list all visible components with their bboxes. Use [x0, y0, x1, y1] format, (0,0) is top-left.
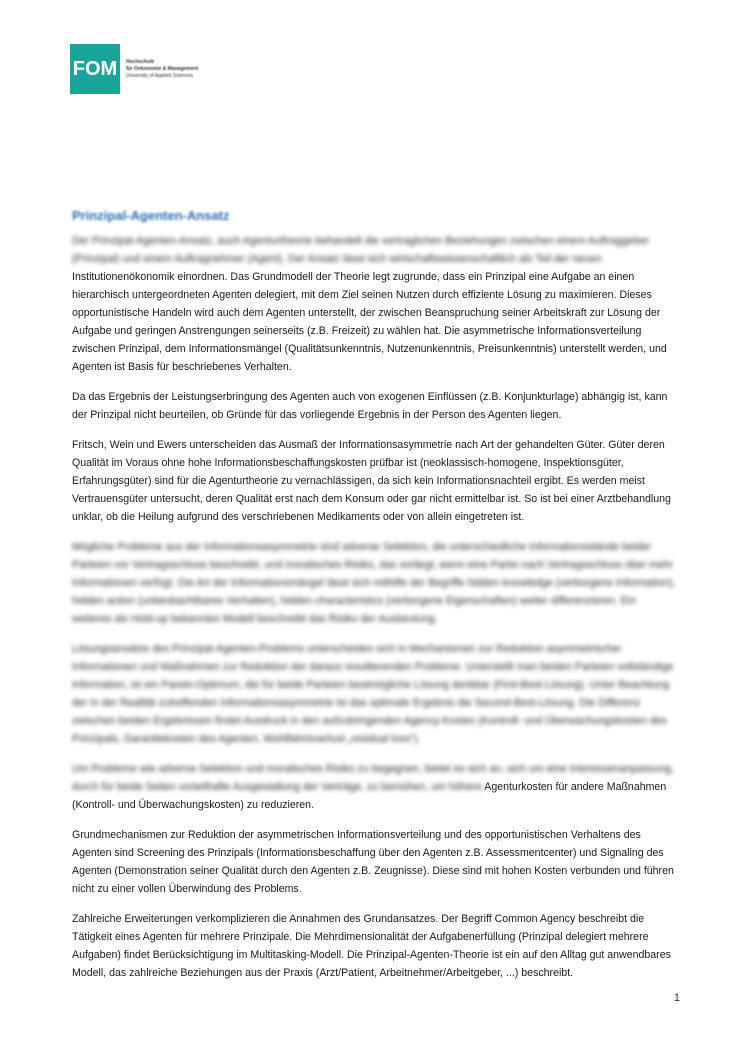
page-number: 1 [673, 992, 680, 1004]
paragraph-text: Agenturkosten für andere Maßnahmen (Kontroll- und Überwachungskosten) zu reduzieren. [72, 781, 667, 811]
paragraph [72, 436, 678, 526]
paragraph-text: Um Probleme wie adverse Selektion und moralisches Risiko zu begegnen, bietet es sich an, sich um eine Interessenanpassung, durch für beide Seiten vorteilhafte Ausgestaltung der Verträge, zu bemühen, um höhere [72, 763, 674, 793]
paragraph-text: Institutionenökonomik einordnen. Das Grundmodell der Theorie legt zugrunde, dass ein Prinzipal eine Aufgabe an einen hierarchisch untergeordneten Agenten delegiert, mit dem Ziel seinen Nutzen durch effiziente Lösung zu maximieren. Dieses opportunistische Handeln wird auch dem Agenten unterstellt, der zwischen Beanspruchung seiner Arbeitskraft zur Lösung der Aufgabe und geringen Anstrengungen seinerseits (z.B. Freizeit) zu wählen hat. Die asymmetrische Informationsverteilung zwischen Prinzipal, dem Informationsmängel (Qualitätsunkenntnis, Nutzenunkenntnis, Preisunkenntnis) unterstellt werden, und Agenten ist Basis für beschriebenes Verhalten. [72, 271, 667, 373]
logo-line-1: Hochschule [126, 58, 155, 65]
paragraph [72, 232, 678, 376]
paragraph-text: Grundmechanismen zur Reduktion der asymmetrischen Informationsverteilung und des opportunistischen Verhaltens des Agenten sind Screening des Prinzipals (Informationsbeschaffung über den Agenten z.B. Assessmentcenter) und Signaling des Agenten (Demonstration seiner Qualität durch den Agenten z.B. Zeugnisse). Diese sind mit hohen Kosten verbunden und führen nicht zu einer vollen Überwindung des Problems. [72, 829, 674, 895]
paragraph [72, 640, 678, 748]
document-body [72, 232, 678, 994]
paragraph-text: Da das Ergebnis der Leistungserbringung des Agenten auch von exogenen Einflüssen (z.B. Konjunkturlage) abhängig ist, kann der Prinzipal nicht beurteilen, ob Gründe für das vorliegende Ergebnis in der Person des Agenten liegen. [72, 391, 668, 421]
logo-line-2: für Oekonomie & Management [126, 65, 199, 72]
paragraph [72, 388, 678, 424]
paragraph-text: Der Prinzipal-Agenten-Ansatz, auch Agenturtheorie behandelt die vertraglichen Beziehungen zwischen einem Auftraggeber (Prinzipal) und einem Auftragnehmer (Agent). Der Ansatz lässt sich wirtschaftswissenschaftlich als Teil der neuen [72, 235, 650, 265]
paragraph-text: Fritsch, Wein und Ewers unterscheiden das Ausmaß der Informationsasymmetrie nach Art der gehandelten Güter. Güter deren Qualität im Voraus ohne hohe Informationsbeschaffungskosten prüfbar ist (neoklassisch-homogene, Inspektionsgüter, Erfahrungsgüter) sind für die Agenturtheorie zu vernachlässigen, da sich kein Informationsnachteil ergibt. Es werden meist Vertrauensgüter untersucht, deren Qualität erst nach dem Konsum oder gar nicht ermittelbar ist. So ist bei einer Arztbehandlung unklar, ob die Heilung aufgrund des verschriebenen Medikaments oder von allein eingetreten ist. [72, 439, 671, 523]
paragraph [72, 826, 678, 898]
paragraph [72, 538, 678, 628]
paragraph [72, 760, 678, 814]
paragraph-text: Mögliche Probleme aus der Informationsasymmetrie sind adverse Selektion, die unterschiedliche Informationsstände beider Parteien vor Vertragsschluss beschreibt, und moralisches Risiko, das vorliegt, wenn eine Partei nach Vertragsschluss über mehr Informationen verfügt. Die Art der Informationsmängel lässt sich mithilfe der Begriffe hidden knowledge (verborgene Information), hidden action (unbeobachtbares Verhalten), hidden characteristics (verborgene Eigenschaften) weiter differenzieren. Ein weiteres als Hold-up bekanntes Modell beschreibt das Risiko der Ausbeutung. [72, 541, 676, 625]
paragraph-text: Lösungsansätze des Prinzipal-Agenten-Problems unterscheiden sich in Mechanismen zur Reduktion asymmetrischer Informationen und Maßnahmen zur Reduktion der daraus resultierenden Probleme. Unterstellt man beiden Parteien vollständige Information, ist ein Pareto-Optimum, die für beide Parteien bestmögliche Lösung denkbar (First-Best-Lösung). Unter Beachtung der in der Realität zutreffenden Informationsasymmetrie ist das optimale Ergebnis die Second-Best-Lösung. Die Differenz zwischen beiden Ergebnissen findet Ausdruck in den aufzubringenden Agency-Kosten (Kontroll- und Überwachungskosten des Prinzipals, Garantiekosten des Agenten, Wohlfahrtsverlust „residual loss“). [72, 643, 674, 745]
logo-text [126, 59, 198, 80]
logo-line-3: University of Applied Sciences [126, 72, 193, 79]
paragraph-text: Zahlreiche Erweiterungen verkomplizieren die Annahmen des Grundansatzes. Der Begriff Common Agency beschreibt die Tätigkeit eines Agenten für mehrere Prinzipale. Die Mehrdimensionalität der Aufgabenerfüllung (Prinzipal delegiert mehrere Aufgaben) findet Berücksichtigung im Multitasking-Modell. Die Prinzipal-Agenten-Theorie ist ein auf den Alltag gut anwendbares Modell, das zahlreiche Beziehungen aus der Praxis (Arzt/Patient, Arbeitnehmer/Arbeitgeber, ...) beschreibt. [72, 913, 671, 979]
institution-logo [70, 44, 270, 94]
logo-mark: FOM [70, 44, 120, 94]
paragraph [72, 910, 678, 982]
document-title: Prinzipal-Agenten-Ansatz [72, 208, 230, 223]
